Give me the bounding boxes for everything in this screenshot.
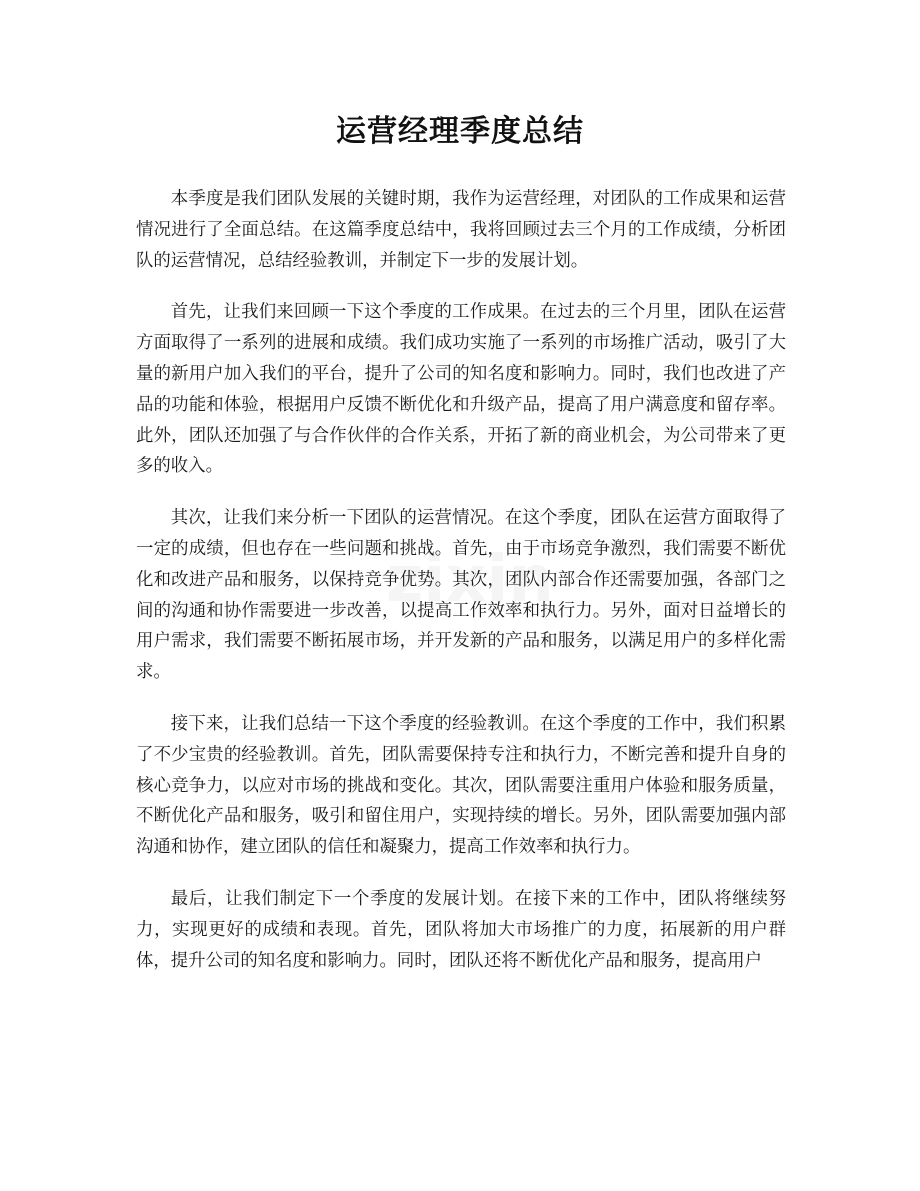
paragraph-achievements: 首先，让我们来回顾一下这个季度的工作成果。在过去的三个月里，团队在运营方面取得了一系列的进展和成绩。我们成功实施了一系列的市场推广活动，吸引了大量的新用户加入我们的平台，提升了公司的知名度和影响力。同时，我们也改进了产品的功能和体验，根据用户反馈不断优化和升级产品，提高了用户满意度和留存率。此外，团队还加强了与合作伙伴的合作关系，开拓了新的商业机会，为公司带来了更多的收入。 — [136, 302, 786, 477]
watermark: zixin — [386, 543, 554, 617]
paragraph-plan: 最后，让我们制定下一个季度的发展计划。在接下来的工作中，团队将继续努力，实现更好的成绩和表现。首先，团队将加大市场推广的力度，拓展新的用户群体，提升公司的知名度和影响力。同时，团队还将不断优化产品和服务，提高用户 — [136, 888, 786, 971]
paragraph-analysis: 其次，让我们来分析一下团队的运营情况。在这个季度，团队在运营方面取得了一定的成绩，但也存在一些问题和挑战。首先，由于市场竞争激烈，我们需要不断优化和改进产品和服务，以保持竞争优势。其次，团队内部合作还需要加强，各部门之间的沟通和协作需要进一步改善，以提高工作效率和执行力。另外，面对日益增长的用户需求，我们需要不断拓展市场，并开发新的产品和服务，以满足用户的多样化需求。 — [136, 508, 786, 683]
document-title: 运营经理季度总结 — [336, 114, 584, 149]
paragraph-lessons: 接下来，让我们总结一下这个季度的经验教训。在这个季度的工作中，我们积累了不少宝贵的经验教训。首先，团队需要保持专注和执行力，不断完善和提升自身的核心竞争力，以应对市场的挑战和变化。其次，团队需要注重用户体验和服务质量，不断优化产品和服务，吸引和留住用户，实现持续的增长。另外，团队需要加强内部沟通和协作，建立团队的信任和凝聚力，提高工作效率和执行力。 — [136, 713, 786, 858]
document-body — [136, 184, 786, 997]
paragraph-intro: 本季度是我们团队发展的关键时期，我作为运营经理，对团队的工作成果和运营情况进行了全面总结。在这篇季度总结中，我将回顾过去三个月的工作成绩，分析团队的运营情况，总结经验教训，并制定下一步的发展计划。 — [136, 189, 786, 271]
